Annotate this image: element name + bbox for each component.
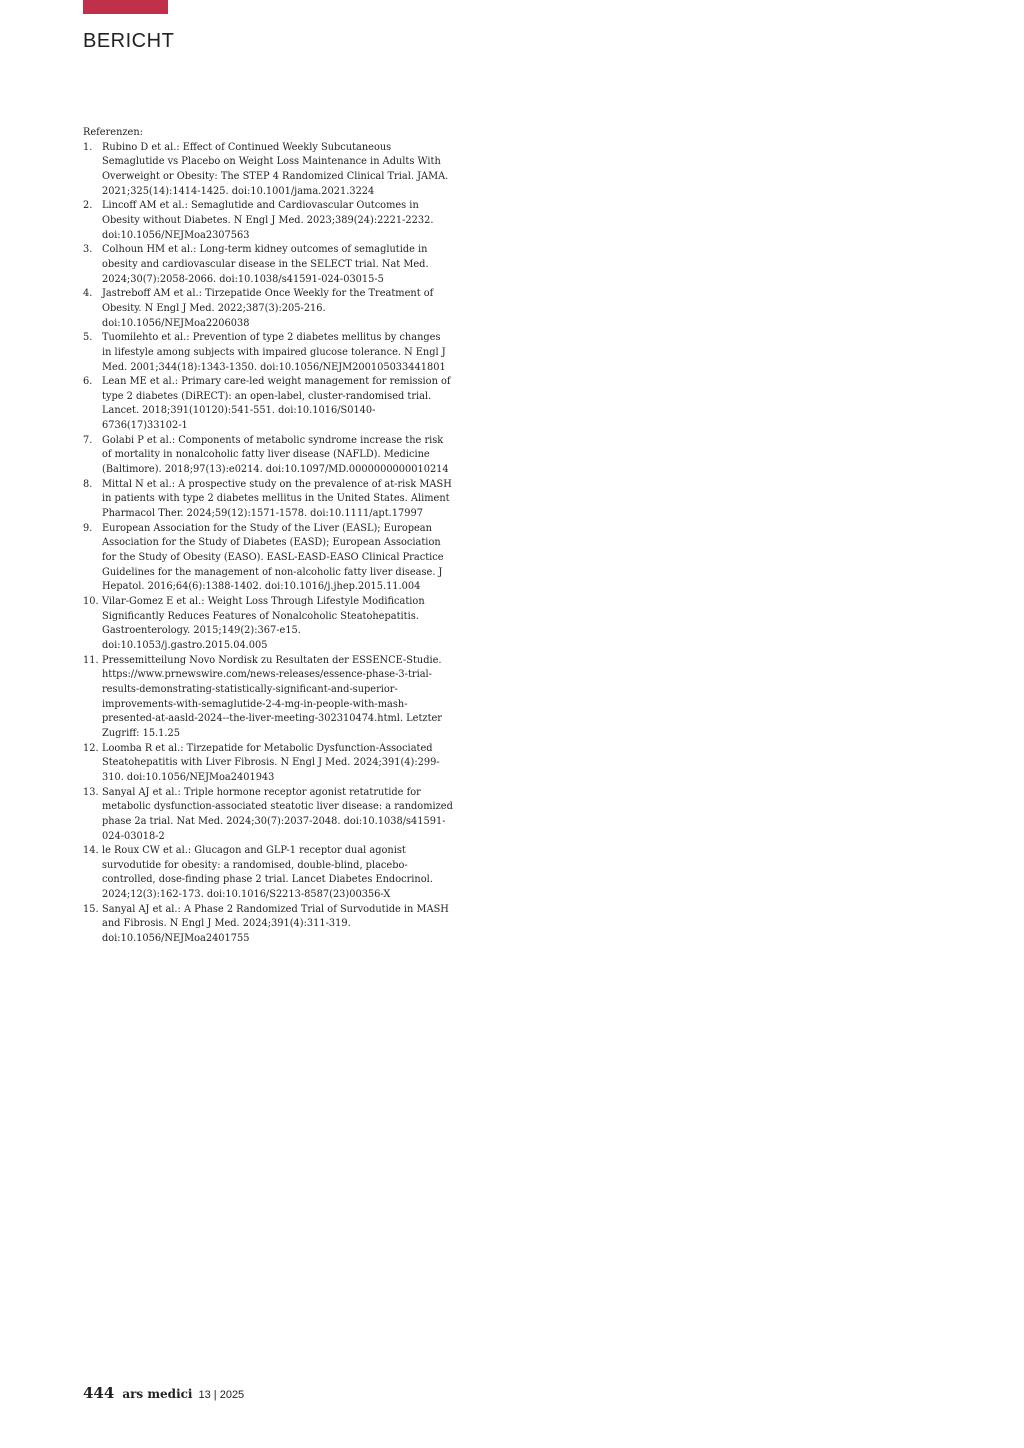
- reference-number: 7.: [83, 434, 93, 446]
- reference-number: 13.: [83, 786, 99, 798]
- reference-text: Jastreboff AM et al.: Tirzepatide Once Weekly for the Treatment of Obesity. N Engl J Med. 2022;387(3):205-216. doi:10.1056/NEJMoa2206038: [102, 288, 434, 329]
- reference-text: Vilar-Gomez E et al.: Weight Loss Through Lifestyle Modification Significantly Reduces Features of Nonalcoholic Steatohepatitis. Gastroenterology. 2015;149(2):367-e15. doi:10.1053/j.gastro.2015.04.005: [102, 596, 425, 651]
- reference-text: Lincoff AM et al.: Semaglutide and Cardiovascular Outcomes in Obesity without Diabetes. N Engl J Med. 2023;389(24):2221-2232. doi:10.1056/NEJMoa2307563: [102, 200, 434, 241]
- reference-number: 2.: [83, 200, 93, 212]
- reference-number: 4.: [83, 288, 93, 300]
- reference-item: [83, 742, 453, 786]
- reference-item: [83, 478, 453, 522]
- section-accent-bar: [83, 0, 168, 14]
- reference-item: [83, 141, 453, 200]
- reference-item: [83, 375, 453, 434]
- reference-item: [83, 434, 453, 478]
- reference-item: [83, 654, 453, 742]
- reference-text: Golabi P et al.: Components of metabolic syndrome increase the risk of mortality in nonalcoholic fatty liver disease (NAFLD). Medicine (Baltimore). 2018;97(13):e0214. doi:10.1097/MD.0000000000010214: [102, 434, 449, 476]
- issue-number: 13 | 2025: [198, 1389, 245, 1401]
- references-section: [83, 126, 453, 947]
- reference-number: 12.: [83, 742, 99, 754]
- reference-number: 9.: [83, 522, 93, 534]
- reference-number: 14.: [83, 845, 99, 857]
- references-heading: Referenzen:: [83, 127, 143, 138]
- reference-text: Colhoun HM et al.: Long-term kidney outcomes of semaglutide in obesity and cardiovascular disease in the SELECT trial. Nat Med. 2024;30(7):2058-2066. doi:10.1038/s41591-024-03015-5: [102, 244, 429, 285]
- reference-item: [83, 331, 453, 375]
- reference-number: 1.: [83, 141, 93, 153]
- reference-number: 8.: [83, 478, 93, 490]
- reference-text: Rubino D et al.: Effect of Continued Weekly Subcutaneous Semaglutide vs Placebo on Weight Loss Maintenance in Adults With Overweight or Obesity: The STEP 4 Randomized Clinical Trial. JAMA. 2021;325(14):1414-1425. doi:10.1001/jama.2021.3224: [102, 141, 449, 197]
- reference-item: [83, 243, 453, 287]
- reference-item: [83, 595, 453, 654]
- references-list: [83, 141, 453, 947]
- reference-number: 15.: [83, 903, 99, 915]
- page-number: 444: [83, 1384, 115, 1402]
- reference-text: Sanyal AJ et al.: A Phase 2 Randomized Trial of Survodutide in MASH and Fibrosis. N Engl J Med. 2024;391(4):311-319. doi:10.1056/NEJMoa2401755: [102, 903, 449, 945]
- section-title: BERICHT: [83, 30, 175, 52]
- reference-item: [83, 903, 453, 947]
- reference-number: 11.: [83, 654, 99, 666]
- reference-text: Pressemitteilung Novo Nordisk zu Resultaten der ESSENCE-Studie. https://www.prnewswire.com/news-releases/essence-phase-3-trial-results-demonstrating-statistically-significant-and-superior-improvements-with-semaglutide-2-4-mg-in-people-with-mash-presented-at-aasld-2024--the-liver-meeting-302310474.html. Letzter Zugriff: 15.1.25: [102, 654, 442, 739]
- reference-number: 3.: [83, 244, 93, 256]
- reference-text: le Roux CW et al.: Glucagon and GLP-1 receptor dual agonist survodutide for obesity: a randomised, double-blind, placebo-controlled, dose-finding phase 2 trial. Lancet Diabetes Endocrinol. 2024;12(3):162-173. doi:10.1016/S2213-8587(23)00356-X: [102, 845, 433, 901]
- reference-text: Lean ME et al.: Primary care-led weight management for remission of type 2 diabetes (DiRECT): an open-label, cluster-randomised trial. Lancet. 2018;391(10120):541-551. doi:10.1016/S0140-6736(17)33102-1: [102, 376, 451, 432]
- reference-text: Mittal N et al.: A prospective study on the prevalence of at-risk MASH in patients with type 2 diabetes mellitus in the United States. Aliment Pharmacol Ther. 2024;59(12):1571-1578. doi:10.1111/apt.17997: [102, 478, 452, 520]
- reference-item: [83, 522, 453, 595]
- page-footer: [83, 1384, 244, 1402]
- reference-item: [83, 199, 453, 243]
- reference-text: European Association for the Study of the Liver (EASL); European Association for the Study of Diabetes (EASD); European Association for the Study of Obesity (EASO). EASL-EASD-EASO Clinical Practice Guidelines for the management of non-alcoholic fatty liver disease. J Hepatol. 2016;64(6):1388-1402. doi:10.1016/j.jhep.2015.11.004: [102, 522, 444, 593]
- reference-text: Sanyal AJ et al.: Triple hormone receptor agonist retatrutide for metabolic dysfunction-associated steatotic liver disease: a randomized phase 2a trial. Nat Med. 2024;30(7):2037-2048. doi:10.1038/s41591-024-03018-2: [102, 786, 453, 842]
- reference-number: 10.: [83, 596, 99, 607]
- reference-number: 5.: [83, 332, 93, 344]
- reference-number: 6.: [83, 376, 93, 388]
- reference-text: Loomba R et al.: Tirzepatide for Metabolic Dysfunction-Associated Steatohepatitis with Liver Fibrosis. N Engl J Med. 2024;391(4):299-310. doi:10.1056/NEJMoa2401943: [102, 742, 440, 783]
- reference-item: [83, 287, 453, 331]
- reference-item: [83, 844, 453, 903]
- journal-name: ars medici: [122, 1387, 193, 1401]
- reference-text: Tuomilehto et al.: Prevention of type 2 diabetes mellitus by changes in lifestyle among subjects with impaired glucose tolerance. N Engl J Med. 2001;344(18):1343-1350. doi:10.1056/NEJM200105033441801: [102, 332, 446, 373]
- reference-item: [83, 786, 453, 845]
